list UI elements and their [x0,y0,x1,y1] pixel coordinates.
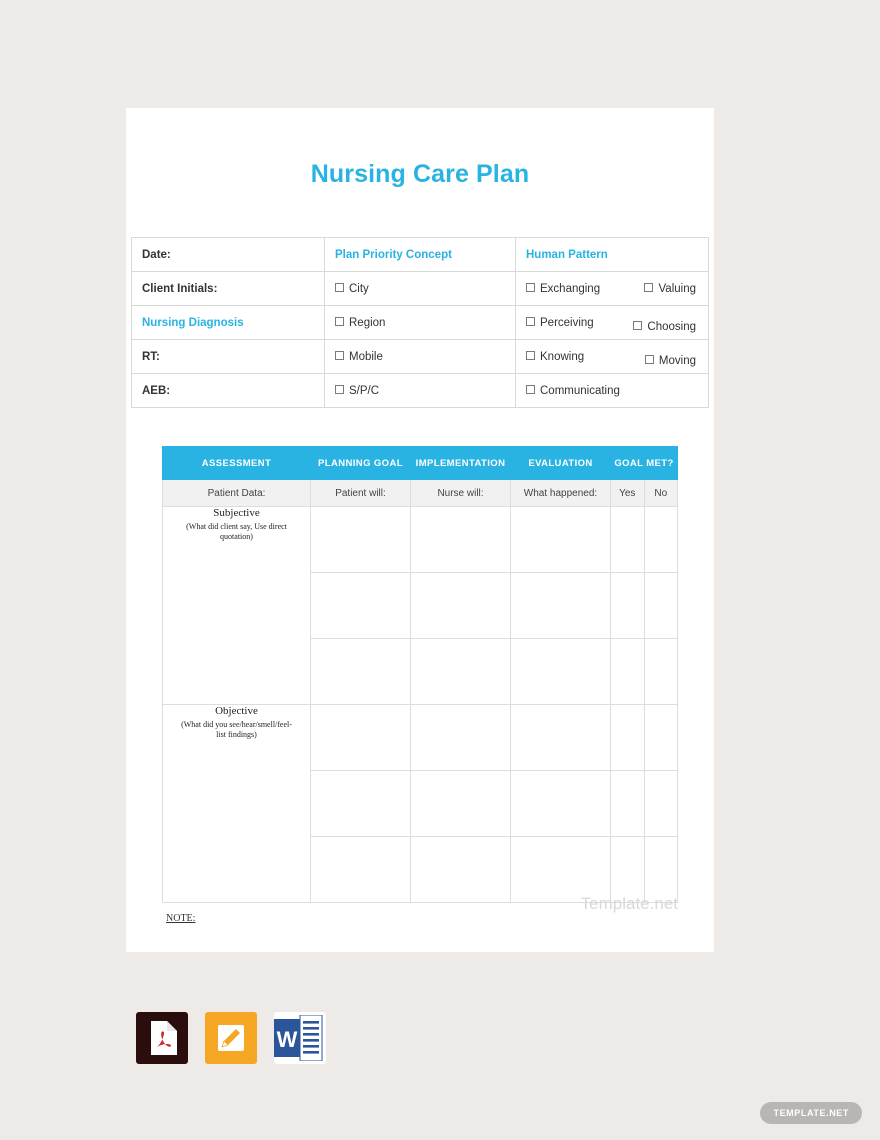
ms-word-icon[interactable] [274,1012,326,1064]
checkbox-icon[interactable] [335,317,344,326]
checkbox-valuing[interactable]: Valuing [644,283,696,295]
pencil-glyph [216,1023,246,1053]
cell-planning-goal[interactable] [311,573,411,639]
care-plan-table [162,446,678,903]
cell-goal-met-yes[interactable] [611,507,645,573]
subheader-what-happened: What happened: [511,480,611,507]
cell-goal-met-yes[interactable] [611,573,645,639]
cell-goal-met-no[interactable] [644,573,678,639]
info-header-human-pattern: Human Pattern [516,238,709,272]
cell-planning-goal[interactable] [311,507,411,573]
subheader-patient-data: Patient Data: [163,480,311,507]
checkbox-exchanging[interactable]: Exchanging [526,283,600,295]
cell-planning-goal[interactable] [311,837,411,903]
watermark: Template.net [580,894,678,913]
template-net-badge[interactable]: TEMPLATE.NET [760,1102,862,1124]
cell-evaluation[interactable] [511,573,611,639]
checkbox-icon[interactable] [645,355,654,364]
table-row [132,238,709,272]
table-row [132,374,709,408]
table-row [163,705,678,771]
subheader-patient-will: Patient will: [311,480,411,507]
subheader-nurse-will: Nurse will: [411,480,511,507]
svg-text:W: W [276,1027,298,1052]
cell-goal-met-yes[interactable] [611,837,645,903]
section-subtitle: (What did you see/hear/smell/feel- list findings) [181,720,292,739]
cell-implementation[interactable] [411,639,511,705]
cell-goal-met-yes[interactable] [611,771,645,837]
column-header-planning-goal: PLANNING GOAL [311,447,411,480]
subheader-yes: Yes [611,480,645,507]
cell-planning-goal[interactable] [311,705,411,771]
apple-pages-icon[interactable] [205,1012,257,1064]
checkbox-icon[interactable] [633,321,642,330]
info-label-nursing-diagnosis: Nursing Diagnosis [132,306,325,340]
table-header-row [163,447,678,480]
section-title: Subjective [213,507,260,519]
checkbox-moving[interactable]: Moving [645,355,696,367]
checkbox-city[interactable]: City [325,272,516,306]
table-subheader-row [163,480,678,507]
info-label-rt: RT: [132,340,325,374]
cell-implementation[interactable] [411,837,511,903]
info-label-date: Date: [132,238,325,272]
checkbox-icon[interactable] [335,351,344,360]
cell-goal-met-no[interactable] [644,705,678,771]
subheader-no: No [644,480,678,507]
cell-goal-met-yes[interactable] [611,705,645,771]
human-pattern-row-2 [516,306,709,340]
cell-planning-goal[interactable] [311,771,411,837]
word-glyph [274,1015,326,1061]
section-subtitle: (What did client say, Use direct quotation) [186,522,287,541]
page-title: Nursing Care Plan [310,160,530,188]
checkbox-region[interactable]: Region [325,306,516,340]
cell-evaluation[interactable] [511,639,611,705]
cell-planning-goal[interactable] [311,639,411,705]
column-header-assessment: ASSESSMENT [163,447,311,480]
checkbox-mobile[interactable]: Mobile [325,340,516,374]
section-title: Objective [215,705,258,717]
human-pattern-row-3 [516,340,709,374]
info-label-client-initials: Client Initials: [132,272,325,306]
checkbox-perceiving[interactable]: Perceiving [526,317,594,329]
column-header-implementation: IMPLEMENTATION [411,447,511,480]
file-format-icons [136,1012,326,1064]
checkbox-icon[interactable] [526,317,535,326]
checkbox-choosing[interactable]: Choosing [633,321,696,333]
checkbox-knowing[interactable]: Knowing [526,351,584,363]
cell-implementation[interactable] [411,573,511,639]
checkbox-spc[interactable]: S/P/C [325,374,516,408]
cell-goal-met-no[interactable] [644,771,678,837]
checkbox-communicating[interactable]: Communicating [516,374,709,408]
cell-goal-met-no[interactable] [644,639,678,705]
cell-evaluation[interactable] [511,705,611,771]
checkbox-icon[interactable] [526,283,535,292]
cell-goal-met-yes[interactable] [611,639,645,705]
cell-evaluation[interactable] [511,507,611,573]
section-subjective [163,507,311,705]
cell-evaluation[interactable] [511,771,611,837]
cell-evaluation[interactable] [511,837,611,903]
section-objective [163,705,311,903]
human-pattern-row-1 [516,272,709,306]
cell-implementation[interactable] [411,507,511,573]
checkbox-icon[interactable] [526,385,535,394]
table-row [163,507,678,573]
patient-info-table [131,237,709,408]
cell-goal-met-no[interactable] [644,507,678,573]
cell-goal-met-no[interactable] [644,837,678,903]
checkbox-icon[interactable] [335,385,344,394]
column-header-evaluation: EVALUATION [511,447,611,480]
pdf-icon[interactable] [136,1012,188,1064]
table-row [132,272,709,306]
info-label-aeb: AEB: [132,374,325,408]
cell-implementation[interactable] [411,705,511,771]
table-row [132,340,709,374]
table-row [132,306,709,340]
cell-implementation[interactable] [411,771,511,837]
info-header-plan-priority-concept: Plan Priority Concept [325,238,516,272]
pdf-glyph [147,1021,177,1055]
note-label: NOTE: [166,913,196,924]
checkbox-icon[interactable] [526,351,535,360]
checkbox-icon[interactable] [644,283,653,292]
checkbox-icon[interactable] [335,283,344,292]
document-page [126,108,714,952]
column-header-goal-met: GOAL MET? [611,447,678,480]
